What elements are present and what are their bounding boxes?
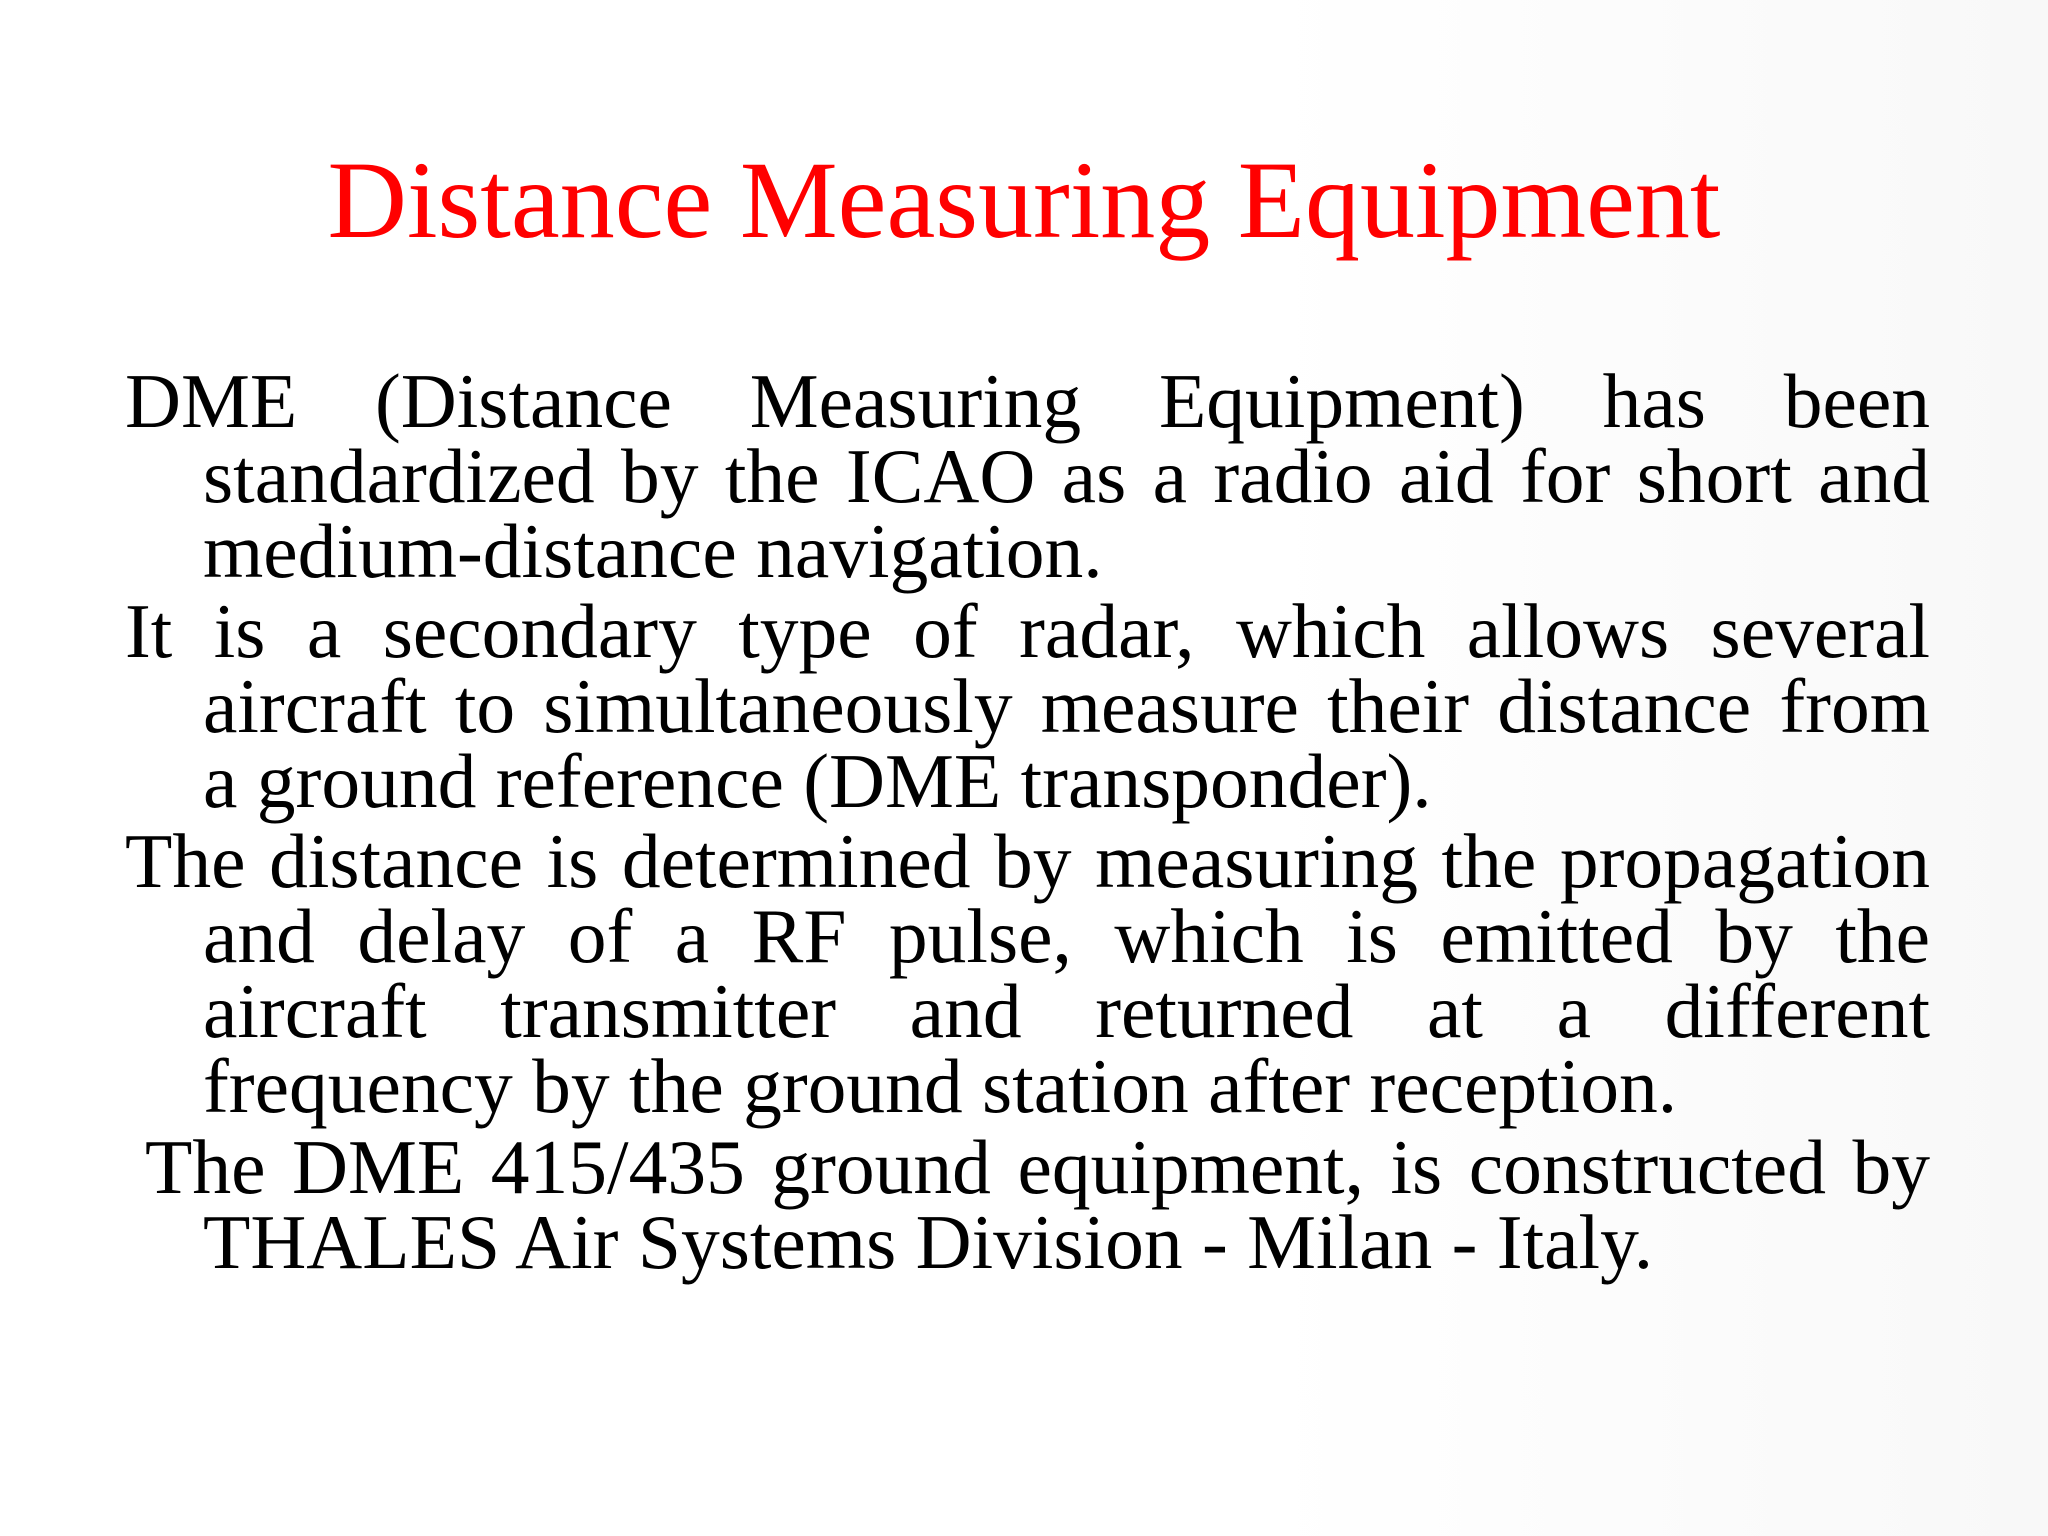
slide-title: Distance Measuring Equipment	[327, 139, 1721, 261]
paragraph-distance-determination: The distance is determined by measuring the propagation and delay of a RF pulse, which is emitted by the aircraft transmitter and returned at a different frequency by the ground station after reception.	[125, 818, 1930, 1129]
paragraph-dme-definition: DME (Distance Measuring Equipment) has been standardized by the ICAO as a radio aid for short and medium-distance navigation.	[125, 358, 1930, 594]
slide-body	[125, 358, 1930, 1285]
paragraph-secondary-radar: It is a secondary type of radar, which allows several aircraft to simultaneously measure their distance from a ground reference (DME transponder).	[125, 588, 1930, 824]
paragraph-manufacturer: The DME 415/435 ground equipment, is constructed by THALES Air Systems Division - Milan - Italy.	[145, 1124, 1930, 1285]
